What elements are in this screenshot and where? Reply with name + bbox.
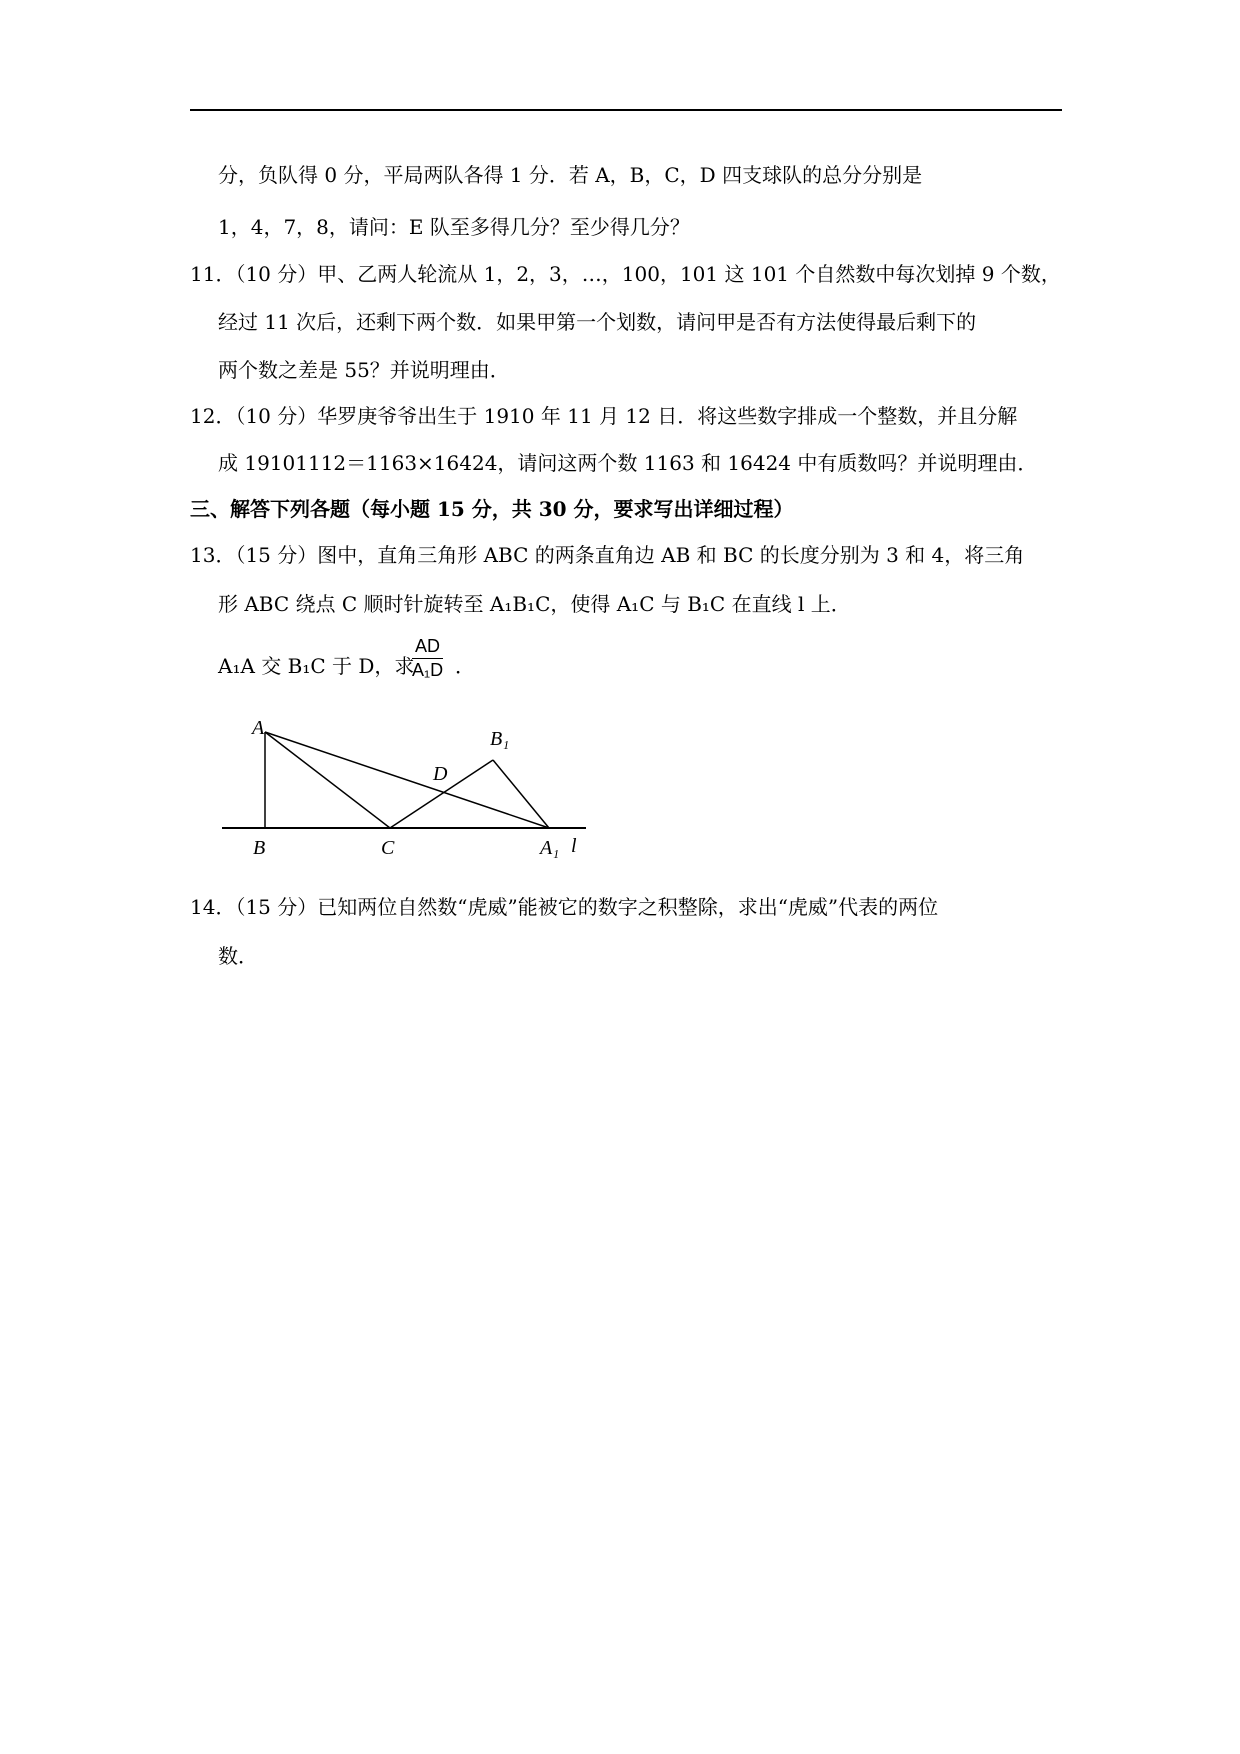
label-d: D — [433, 763, 448, 785]
label-a: A — [252, 718, 265, 739]
label-b1: B₁ — [490, 728, 510, 750]
question-11-line-1: 11．（10 分）甲、乙两人轮流从 1，2，3，…，100，101 这 101 个自然数中每次划掉 9 个数， — [190, 262, 1061, 286]
fraction-ad-over-a1d — [412, 636, 443, 681]
label-a1: A₁ — [540, 837, 560, 858]
question-13-line-3: A₁A 交 B₁C 于 D，求 — [218, 654, 415, 678]
question-14-line-2: 数． — [218, 944, 258, 968]
question-12-line-1: 12．（10 分）华罗庚爷爷出生于 1910 年 11 月 12 日．将这些数字排成一个整数，并且分解 — [190, 404, 1018, 428]
geometry-figure — [222, 718, 588, 858]
fraction-denominator: A₁D — [412, 660, 444, 680]
question-11-line-3: 两个数之差是 55？并说明理由． — [218, 358, 510, 382]
question-13-line-3-end: ． — [455, 654, 475, 678]
triangle-diagram — [222, 718, 588, 858]
section-3-heading: 三、解答下列各题（每小题 15 分，共 30 分，要求写出详细过程） — [190, 497, 794, 521]
label-l: l — [571, 835, 577, 857]
text-line-2: 1，4，7，8，请问：E 队至多得几分？至少得几分？ — [218, 215, 690, 239]
question-11-line-2: 经过 11 次后，还剩下两个数．如果甲第一个划数，请问甲是否有方法使得最后剩下的 — [218, 310, 977, 334]
question-12-line-2: 成 19101112＝1163×16424，请问这两个数 1163 和 16424 中有质数吗？并说明理由． — [218, 451, 1038, 475]
segment-ac — [265, 732, 390, 828]
question-14-line-1: 14．（15 分）已知两位自然数“虎威”能被它的数字之积整除，求出“虎威”代表的两位 — [190, 895, 939, 919]
label-c: C — [381, 837, 395, 858]
fraction-numerator: AD — [412, 636, 443, 659]
question-13-line-2: 形 ABC 绕点 C 顺时针旋转至 A₁B₁C，使得 A₁C 与 B₁C 在直线 l 上． — [218, 592, 851, 616]
label-b: B — [253, 837, 266, 858]
header-rule — [190, 109, 1062, 111]
question-13-line-1: 13．（15 分）图中，直角三角形 ABC 的两条直角边 AB 和 BC 的长度分别为 3 和 4，将三角 — [190, 543, 1025, 567]
text-line-1: 分，负队得 0 分，平局两队各得 1 分．若 A，B，C，D 四支球队的总分分别是 — [218, 163, 923, 187]
